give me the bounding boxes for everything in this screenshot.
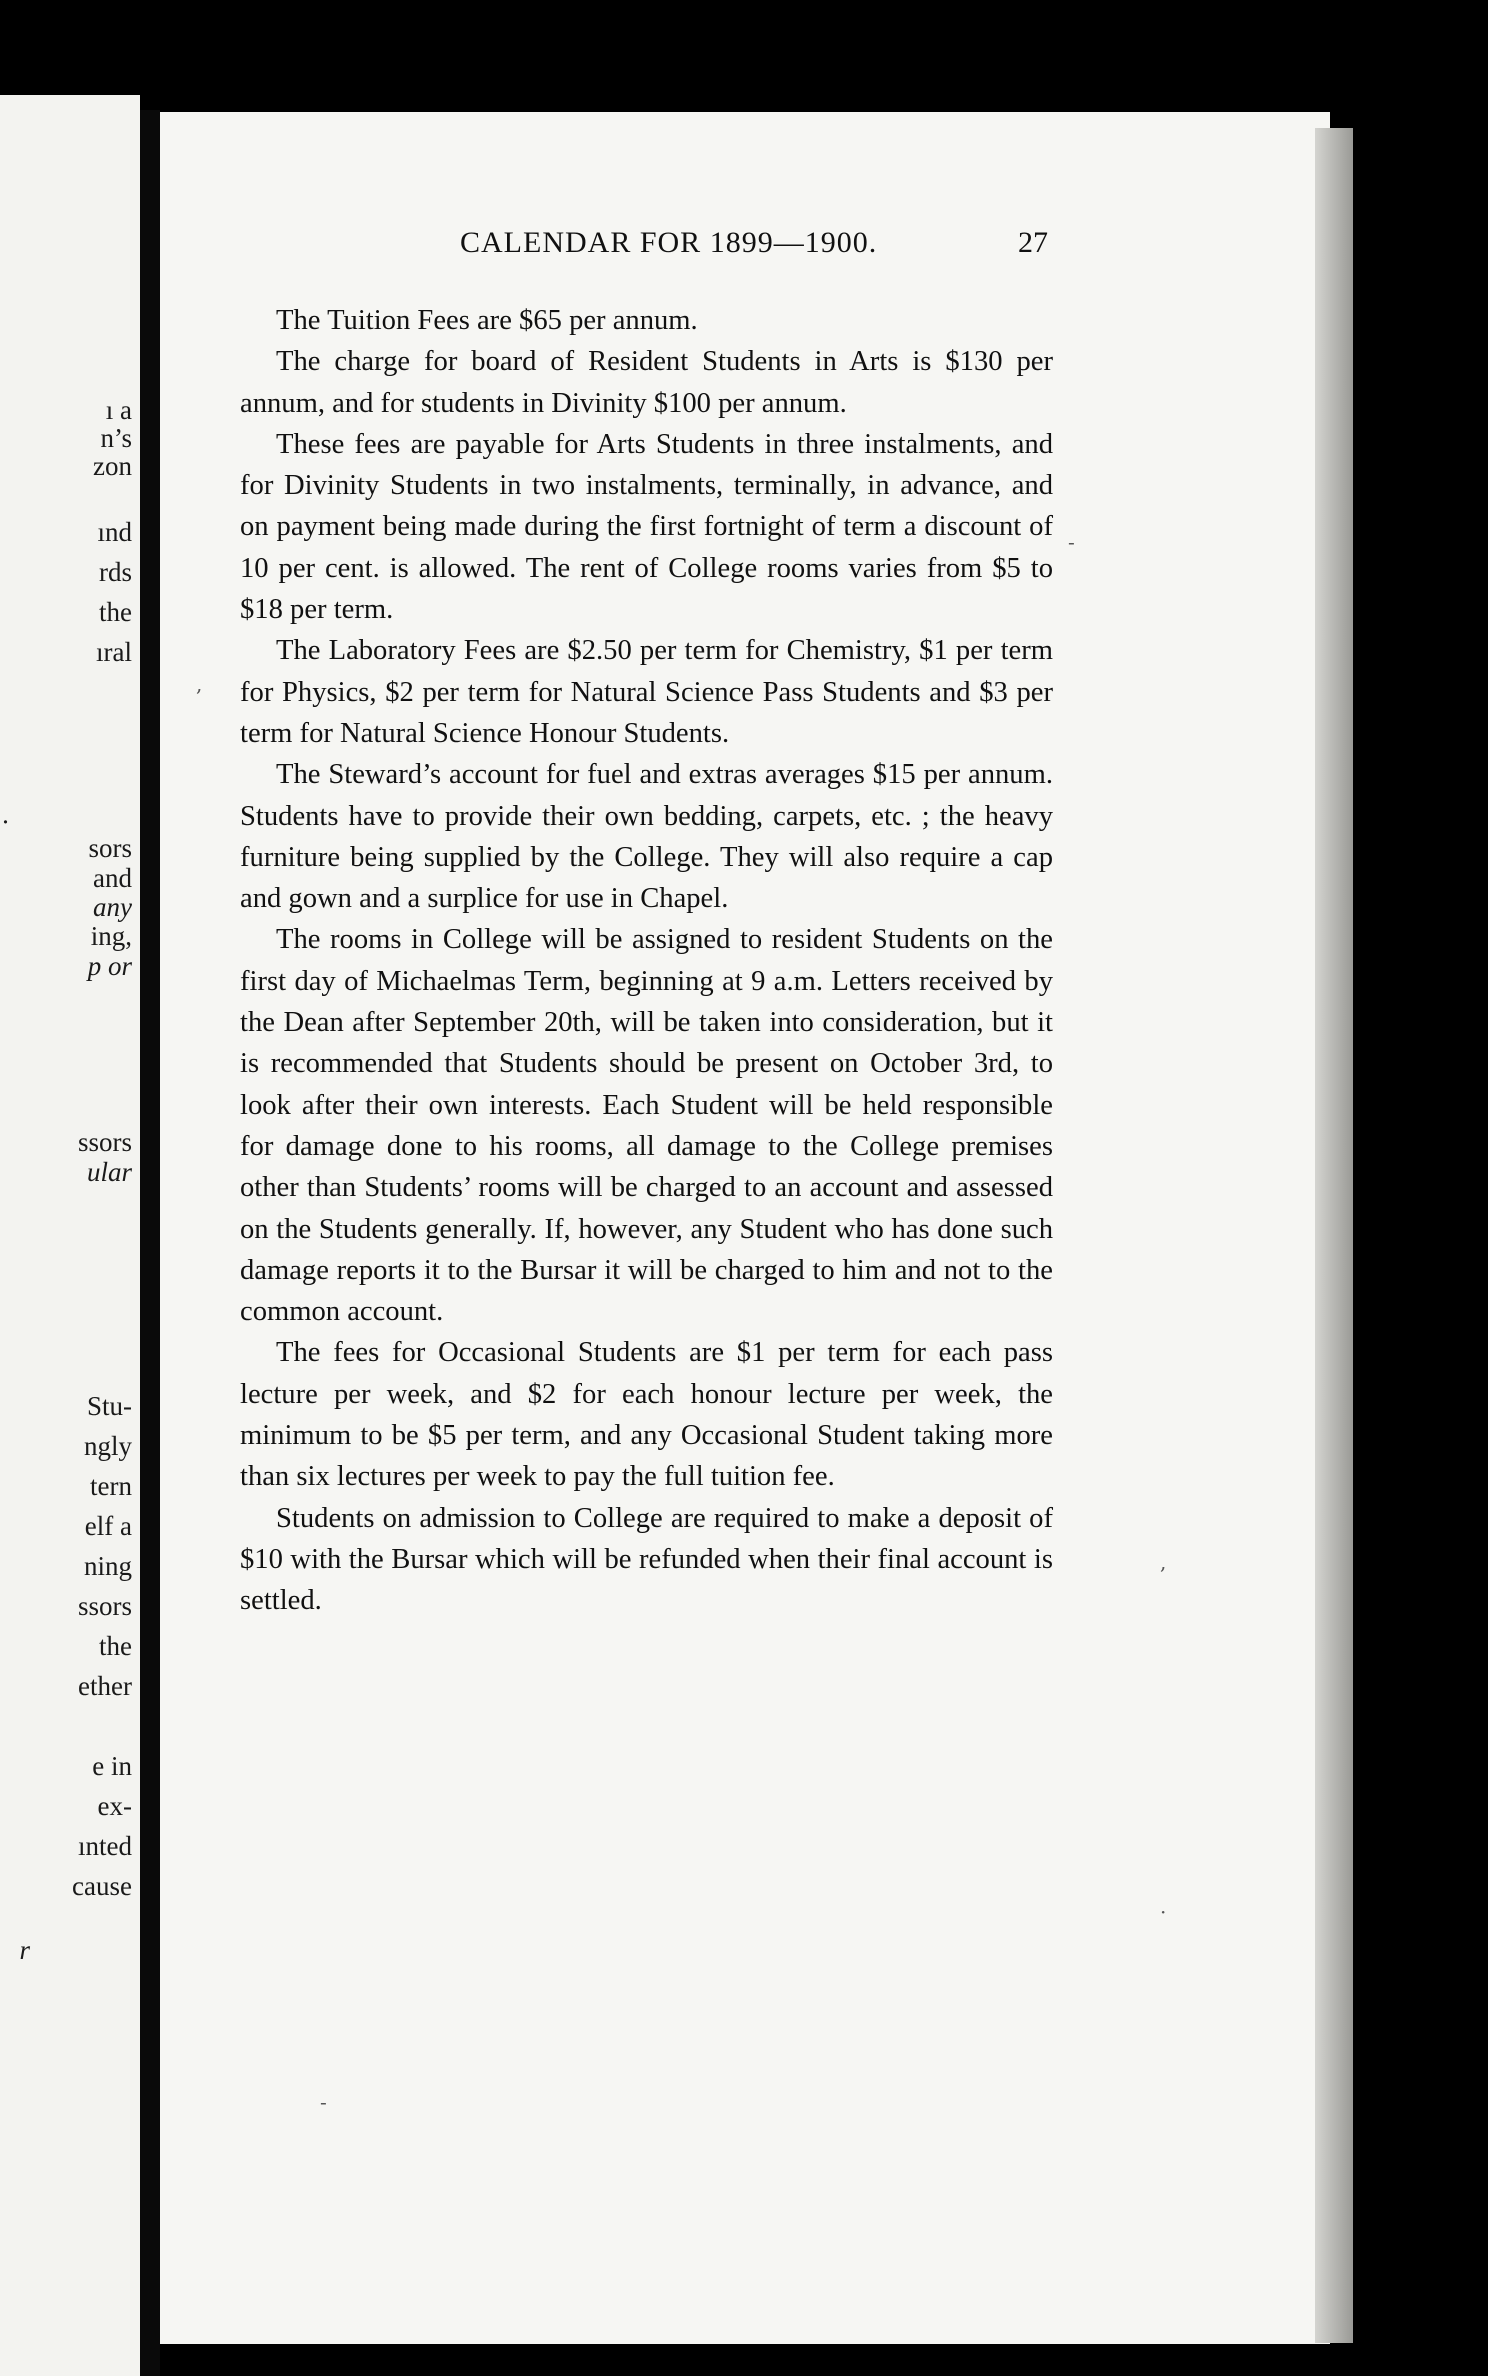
header-title: CALENDAR FOR 1899—1900.	[460, 226, 878, 259]
margin-fragment: rds	[99, 557, 132, 587]
margin-fragment: elf a	[84, 1511, 132, 1541]
margin-fragment: the	[99, 1631, 132, 1661]
paragraph-rooms: The rooms in College will be assigned to resident Students on the first day of Michaelmas Term, beginning at 9 a.m. Letters received by the Dean after September 20th, will be taken into consideration, but it is recommended that Students should be present on October 3rd, to look after their own interests. Each Student will be held responsible for damage done to his rooms, all damage to the College premises other than Students’ rooms will be charged to an account and assessed on the Students generally. If, however, any Student who has done such damage reports it to the Bursar it will be charged to him and not to the common account.	[240, 924, 1053, 1328]
margin-fragment: ngly	[83, 1431, 132, 1461]
page-body	[240, 300, 1053, 1622]
paragraph-laboratory: The Laboratory Fees are $2.50 per term for Chemistry, $1 per term for Physics, $2 per term for Natural Science Pass Students and $3 per term for Natural Science Honour Students.	[240, 635, 1053, 749]
margin-fragment: ssors	[77, 1591, 132, 1621]
ink-speck: ,	[196, 672, 203, 696]
paragraph-steward: The Steward’s account for fuel and extras averages $15 per annum. Students have to provide their own bedding, carpets, etc. ; the heavy furniture being supplied by the College. They will also require a cap and gown and a surplice for use in Chapel.	[240, 759, 1053, 915]
margin-fragment: ·	[1, 807, 10, 837]
margin-fragment: Stu-	[86, 1391, 132, 1421]
margin-fragment: and	[93, 863, 132, 893]
margin-fragment: ing,	[90, 921, 132, 951]
paragraph-board: The charge for board of Resident Students in Arts is $130 per annum, and for students in Divinity $100 per annum.	[240, 346, 1053, 419]
margin-fragment: zon	[93, 451, 132, 481]
margin-fragment: ı a	[105, 395, 132, 425]
margin-fragment: ex-	[97, 1791, 132, 1821]
margin-fragment: ular	[86, 1157, 132, 1187]
margin-fragment: p or	[87, 951, 132, 981]
paragraph-payment: These fees are payable for Arts Students in three instalments, and for Divinity Students in two instalments, terminally, in advance, and on payment being made during the first fortnight of term a discount of 10 per cent. is allowed. The rent of College rooms varies from $5 to $18 per term.	[240, 428, 1053, 626]
page-number: 27	[1018, 226, 1048, 259]
margin-fragment: ning	[83, 1551, 132, 1581]
paragraph-occasional: The fees for Occasional Students are $1 per term for each pass lecture per week, and $2 for each honour lecture per week, the minimum to be $5 per term, and any Occasional Student taking more than six lectures per week to pay the full tuition fee.	[240, 1337, 1053, 1493]
ink-speck: ,	[1160, 1550, 1167, 1574]
book-gutter	[140, 110, 160, 2376]
page-edge	[1315, 128, 1353, 2343]
ink-speck: -	[320, 2090, 327, 2114]
margin-fragment: sors	[88, 833, 132, 863]
margin-fragment: ınd	[97, 517, 132, 547]
ink-speck: ·	[1160, 1900, 1167, 1924]
margin-fragment: ssors	[77, 1127, 132, 1157]
facing-page-fragment	[0, 95, 140, 2376]
ink-speck: -	[1068, 530, 1075, 554]
margin-fragment: ether	[78, 1671, 132, 1701]
running-header	[300, 226, 1048, 270]
margin-fragment: tern	[90, 1471, 132, 1501]
margin-fragment: any	[93, 892, 132, 922]
margin-fragment: ıral	[96, 637, 132, 667]
margin-fragment: e in	[92, 1751, 132, 1781]
paragraph-tuition: The Tuition Fees are $65 per annum.	[276, 305, 698, 336]
margin-fragment: n’s	[100, 423, 132, 453]
margin-fragment: cause	[72, 1871, 132, 1901]
margin-fragment: ınted	[78, 1831, 132, 1861]
margin-fragment: the	[99, 597, 132, 627]
margin-fragment: r	[19, 1935, 30, 1965]
paragraph-deposit: Students on admission to College are required to make a deposit of $10 with the Bursar which will be refunded when their final account is settled.	[240, 1502, 1053, 1617]
